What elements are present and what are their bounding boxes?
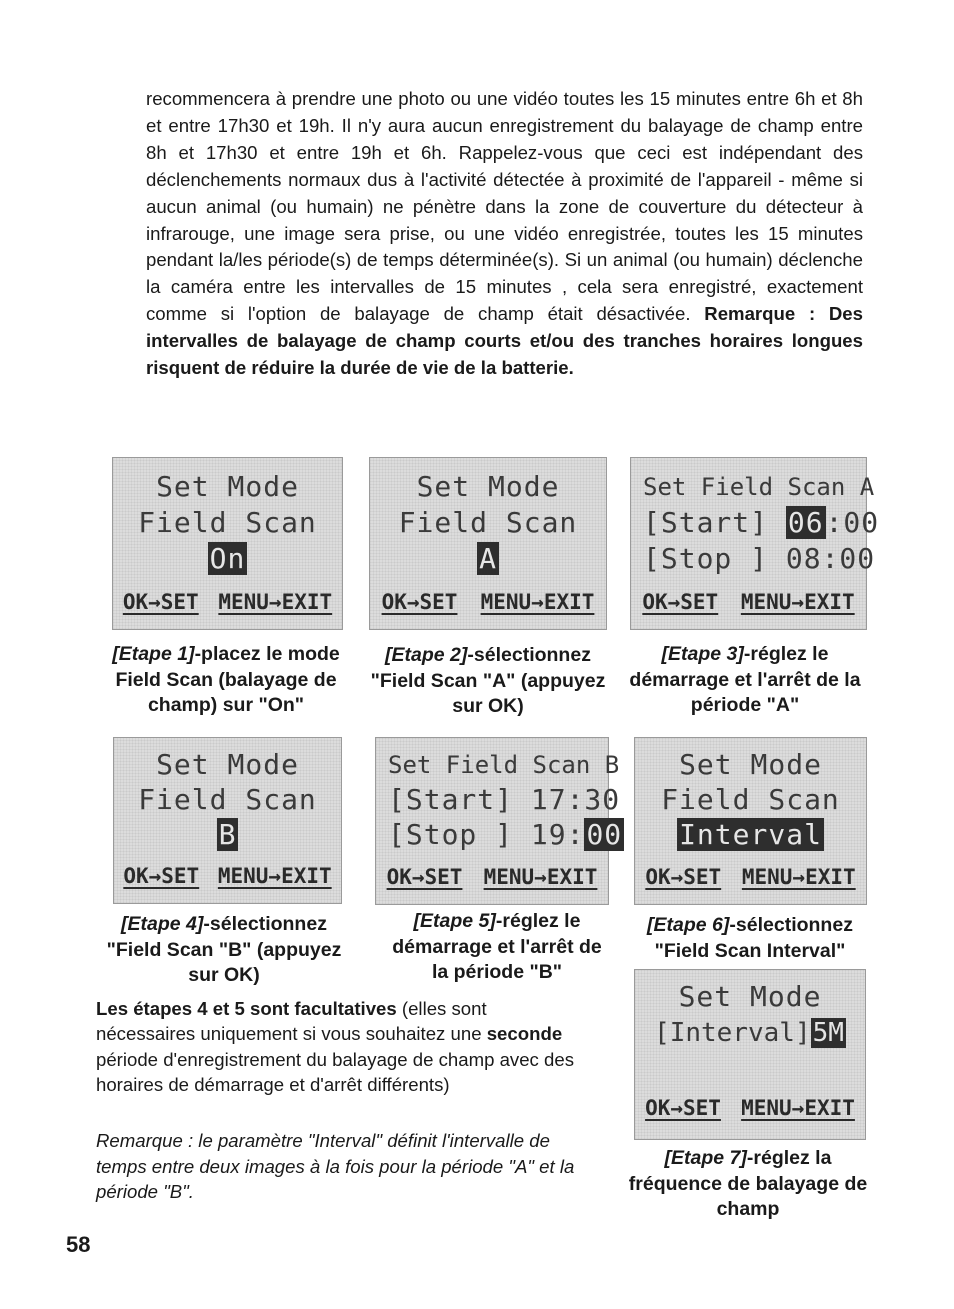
- lcd-line-set-mode: Set Mode: [678, 980, 822, 1013]
- lcd-value-row: [370, 542, 606, 576]
- lcd-key-hints: [631, 589, 866, 615]
- caption-step-4: [104, 912, 344, 989]
- caption-text: -sélectionnez "Field Scan "A" (appuyez sur OK): [370, 644, 606, 717]
- ok-set-hint: OK→SET: [642, 590, 719, 614]
- lcd-stop-row: [643, 542, 876, 576]
- lcd-line-field-scan: Field Scan: [138, 506, 317, 539]
- caption-step-1: [96, 642, 356, 719]
- menu-exit-hint: MENU→EXIT: [218, 590, 333, 614]
- lcd-line-set-field-scan-a: Set Field Scan A: [643, 473, 875, 501]
- lcd-screen-step-3: [630, 457, 880, 630]
- ok-set-hint: OK→SET: [122, 590, 199, 614]
- caption-text: -réglez le démarrage et l'arrêt de la période "A": [629, 643, 861, 716]
- lcd-screen-step-6: [634, 737, 867, 905]
- caption-text: -réglez la fréquence de balayage de champ: [628, 1147, 868, 1220]
- caption-step-label: [Etape 1]: [112, 643, 195, 665]
- intro-remark: Remarque : Des intervalles de balayage de champ courts et/ou des tranches horaires longues risquent de réduire la durée de vie de la batterie.: [146, 303, 863, 379]
- stop-label: [Stop ]: [643, 542, 786, 575]
- lcd-start-row: [643, 506, 880, 540]
- note-text-1: Remarque : le paramètre ": [96, 1130, 315, 1151]
- lcd-key-hints: [114, 863, 341, 889]
- optional-text-2: période d'enregistrement du balayage de champ avec des horaires de démarrage et d'arrêt différents): [96, 1048, 574, 1096]
- lcd-key-hints: [635, 864, 866, 890]
- optional-steps-paragraph: [96, 996, 576, 1098]
- ok-set-hint: OK→SET: [386, 865, 463, 889]
- intro-paragraph: [146, 86, 863, 382]
- lcd-line-set-field-scan-b: Set Field Scan B: [388, 751, 620, 779]
- note-period-b: B: [169, 1181, 183, 1203]
- lcd-line-set-mode: Set Mode: [416, 470, 560, 503]
- note-interval: Interval: [314, 1130, 376, 1151]
- start-label: [Start]: [388, 783, 531, 816]
- ok-set-hint: OK→SET: [645, 1096, 721, 1120]
- lcd-value-row: [114, 818, 341, 852]
- optional-bold-lead: Les étapes 4 et 5 sont facultatives: [96, 998, 397, 1019]
- lcd-stop-row: [388, 818, 623, 852]
- lcd-line-set-mode: Set Mode: [679, 748, 822, 781]
- caption-text: -sélectionnez "Field Scan "B" (appuyez sur OK): [106, 913, 342, 986]
- stop-label: [Stop ]: [388, 818, 531, 851]
- lcd-screen-step-4: [113, 737, 342, 904]
- note-period-a: A: [515, 1155, 528, 1177]
- lcd-start-row: [388, 783, 621, 817]
- caption-step-5: [388, 909, 606, 986]
- caption-step-7: [628, 1146, 868, 1223]
- caption-text: -placez le mode Field Scan (balayage de champ) sur "On": [115, 643, 340, 716]
- interval-label: [Interval]: [654, 1018, 811, 1048]
- lcd-value-row: [635, 818, 866, 852]
- start-label: [Start]: [643, 506, 786, 539]
- ok-set-hint: OK→SET: [123, 864, 200, 888]
- caption-step-label: [Etape 3]: [661, 643, 744, 665]
- note-text-4: ".: [182, 1181, 194, 1203]
- lcd-screen-step-1: [112, 457, 343, 630]
- caption-step-label: [Etape 4]: [121, 913, 204, 935]
- lcd-line-field-scan: Field Scan: [138, 783, 317, 816]
- start-minutes: :00: [825, 506, 880, 539]
- lcd-key-hints: [376, 864, 608, 890]
- caption-step-3: [622, 642, 868, 719]
- ok-set-hint: OK→SET: [381, 590, 458, 614]
- menu-exit-hint: MENU→EXIT: [483, 865, 598, 889]
- caption-step-label: [Etape 7]: [664, 1147, 747, 1169]
- caption-step-label: [Etape 2]: [385, 644, 468, 666]
- lcd-screen-step-2: [369, 457, 607, 630]
- caption-step-label: [Etape 5]: [413, 910, 496, 932]
- stop-hour: 19:: [530, 818, 585, 851]
- caption-step-6: [628, 913, 872, 964]
- start-hour-selected: 06: [787, 506, 824, 539]
- lcd-key-hints: [635, 1095, 865, 1121]
- lcd-screen-step-7: [634, 969, 866, 1140]
- menu-exit-hint: MENU→EXIT: [480, 590, 595, 614]
- lcd-value-row: [113, 542, 342, 576]
- caption-step-label: [Etape 6]: [647, 914, 730, 936]
- note-text-2: " définit l'intervalle de temps entre deux images à la fois pour la période ": [96, 1130, 550, 1177]
- lcd-line-field-scan: Field Scan: [661, 783, 840, 816]
- lcd-selected-value: On: [209, 542, 246, 575]
- interval-note: [96, 1128, 576, 1205]
- start-time: 17:30: [530, 783, 621, 816]
- intro-text: recommencera à prendre une photo ou une vidéo toutes les 15 minutes entre 6h et 8h et entre 17h30 et 19h. Il n'y aura aucun enregistrement du balayage de champ entre 8h et 17h30 et entre 19h et 6h. Rappelez-vous que ceci est indépendant des déclenchements normaux dus à l'activité détectée à proximité de l'appareil - même si aucun animal (ou humain) ne pénètre dans la zone de couverture du détecteur à infrarouge, une image sera prise, ou une vidéo enregistrée, toutes les 15 minutes pendant la/les période(s) de temps déterminée(s). Si un animal (ou humain) déclenche la caméra entre les intervalles de 15 minutes , cela sera enregistré, exactement comme si l'option de balayage de champ était désactivée.: [146, 88, 863, 325]
- caption-step-2: [368, 643, 608, 720]
- lcd-key-hints: [370, 589, 606, 615]
- lcd-line-set-mode: Set Mode: [156, 470, 299, 503]
- note-text-3: " et la période ": [96, 1155, 575, 1203]
- lcd-line-set-mode: Set Mode: [156, 748, 299, 781]
- menu-exit-hint: MENU→EXIT: [741, 865, 856, 889]
- stop-time: 08:00: [785, 542, 876, 575]
- menu-exit-hint: MENU→EXIT: [741, 1096, 855, 1120]
- lcd-selected-value: A: [479, 542, 497, 575]
- caption-text: -sélectionnez "Field Scan Interval": [654, 914, 853, 962]
- lcd-line-field-scan: Field Scan: [398, 506, 578, 539]
- lcd-selected-value: B: [218, 818, 237, 851]
- optional-bold-seconde: seconde: [486, 1023, 563, 1045]
- menu-exit-hint: MENU→EXIT: [740, 590, 855, 614]
- lcd-interval-row: [635, 1016, 865, 1050]
- lcd-screen-step-5: [375, 737, 623, 905]
- ok-set-hint: OK→SET: [645, 865, 722, 889]
- caption-text: -réglez le démarrage et l'arrêt de la période "B": [392, 910, 602, 983]
- interval-value-selected: 5M: [812, 1018, 844, 1048]
- lcd-key-hints: [113, 589, 342, 615]
- stop-minutes-selected: 00: [586, 818, 623, 851]
- optional-text-1: (elles sont nécessaires uniquement si vous souhaitez une: [96, 998, 487, 1045]
- page-number: 58: [66, 1232, 91, 1257]
- lcd-selected-value: Interval: [679, 818, 822, 851]
- menu-exit-hint: MENU→EXIT: [217, 864, 332, 888]
